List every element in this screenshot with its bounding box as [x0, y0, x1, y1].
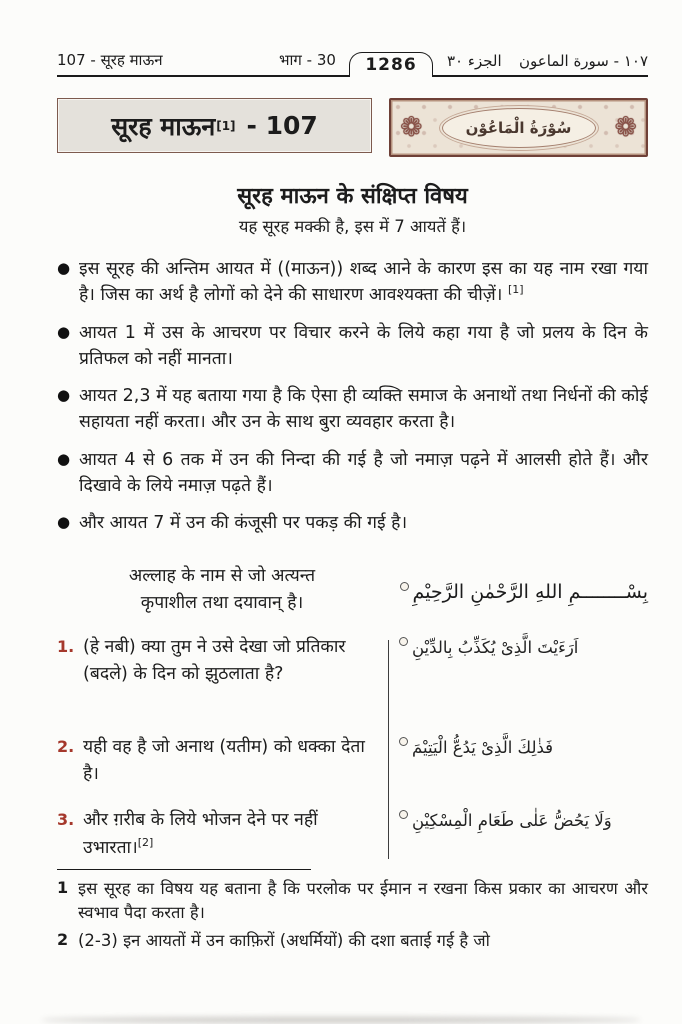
footnote-text: इस सूरह का विषय यह बताना है कि परलोक पर ईमान न रखना किस प्रकार का आचरण और स्वभाव पैदा करता है। [78, 878, 648, 923]
footnote-separator [57, 869, 311, 870]
scan-edge-smudge [41, 1017, 641, 1023]
page-header [57, 30, 648, 77]
rosette-icon: ❁ [614, 112, 637, 143]
surah-number: - 107 [246, 111, 318, 140]
bullet-text: इस सूरह की अन्तिम आयत में ((माऊन)) शब्द आने के कारण इस का यह नाम रखा गया है। जिस का अर्थ है लोगों को देने की साधारण आवश्यक्ता की चीज़ें। [79, 259, 648, 306]
verse-hindi-text: यही वह है जो अनाथ (यतीम) को धक्का देता है। [83, 736, 365, 785]
bullet-marker-icon: ● [57, 259, 71, 277]
verse-hindi-text: (हे नबी) क्या तुम ने उसे देखा जो प्रतिकार (बदले) के दिन को झुठलाता है? [83, 636, 346, 685]
bullet-footnote-ref: [1] [507, 283, 524, 297]
summary-subheading: यह सूरह मक्की है, इस में 7 आयतें हैं। [238, 217, 467, 236]
verse-arabic [387, 734, 648, 807]
verse-number: 3. [57, 809, 75, 829]
header-part-label: भाग - 30 [279, 51, 336, 69]
summary-bullet [57, 510, 648, 536]
page-number-tab [349, 52, 433, 77]
bismillah-hindi-line2: कृपाशील तथा दयावान् है। [140, 593, 304, 614]
summary-heading: सूरह माऊन के संक्षिप्त विषय [237, 184, 468, 209]
ayah-end-icon [399, 810, 408, 819]
verse-hindi [57, 634, 387, 734]
bismillah-arabic [387, 577, 648, 603]
footnote-number: 1 [57, 877, 69, 897]
footnote-number: 2 [57, 930, 69, 949]
summary-bullet [57, 383, 648, 436]
surah-title-box [57, 98, 372, 153]
bullet-text: आयत 1 में उस के आचरण पर विचार करने के लिये कहा गया है जो प्रलय के दिन के प्रतिफल को नहीं मानता। [79, 322, 648, 369]
verse-hindi [57, 807, 387, 867]
verse-arabic [387, 807, 648, 867]
bullet-marker-icon: ● [57, 322, 71, 341]
verse-number: 2. [57, 736, 75, 756]
summary-bullet [57, 256, 648, 309]
banner-cartouche [442, 108, 596, 148]
summary-bullet-list [57, 256, 648, 536]
ayah-end-icon [400, 582, 409, 591]
bullet-text: आयत 2,3 में यह बताया गया है कि ऐसा ही व्यक्ति समाज के अनाथों तथा निर्धनों की कोई सहायता नहीं करता। और उन के साथ बुरा व्यवहार करता है। [79, 386, 648, 433]
bullet-marker-icon: ● [57, 449, 71, 468]
header-surah-title-arabic: ١٠٧ - سورة الماعون [518, 52, 648, 70]
title-footnote-ref: [1] [216, 118, 236, 133]
verses-section [57, 634, 648, 867]
bismillah-arabic-text: بِسْــــــــمِ اللهِ الرَّحْمٰنِ الرَّحِيْمِ [412, 581, 648, 604]
verse-number: 1. [57, 636, 75, 656]
title-row [57, 98, 648, 157]
footnote-text: (2-3) इन आयतों में उन काफ़िरों (अधर्मियों) की दशा बताई गई है जो [78, 931, 490, 950]
verse-arabic-text: فَذٰلِكَ الَّذِىْ يَدُعُّ الْيَتِيْمَ [412, 737, 554, 757]
surah-ornament-banner [389, 98, 648, 157]
verse-arabic-text: اَرَءَيْتَ الَّذِىْ يُكَذِّبُ بِالدِّيْنِ [412, 637, 579, 657]
ayah-end-icon [399, 737, 408, 746]
bullet-marker-icon: ● [57, 513, 71, 531]
bullet-text: और आयत 7 में उन की कंजूसी पर पकड़ की गई है। [79, 513, 408, 533]
surah-name-arabic: سُوْرَةُ الْمَاعُوْن [465, 118, 572, 137]
bullet-marker-icon: ● [57, 386, 71, 404]
verse-hindi-text: और ग़रीब के लिये भोजन देने पर नहीं उभारता। [83, 809, 318, 858]
summary-bullet [57, 447, 648, 500]
ayah-end-icon [399, 637, 408, 646]
bismillah-hindi-line1: अल्लाह के नाम से जो अत्यन्त [128, 566, 316, 587]
header-surah-title-hindi: 107 - सूरह माऊन [57, 51, 163, 69]
verse-arabic [387, 634, 648, 734]
summary-bullet [57, 320, 648, 373]
surah-title-text: सूरह माऊन [111, 111, 216, 141]
footnotes-section [57, 877, 648, 954]
verse-hindi [57, 734, 387, 807]
bullet-text: आयत 4 से 6 तक में उन की निन्दा की गई है जो नमाज़ पढ़ने में आलसी होते हैं। और दिखावे के लिये नमाज़ पढ़ते हैं। [79, 449, 648, 496]
header-juz-label: الجزء ٣٠ [447, 52, 502, 70]
page-number: 1286 [365, 55, 417, 75]
bismillah-hindi [57, 563, 387, 617]
footnote-item [57, 877, 648, 927]
verse-arabic-text: وَلَا يَحُضُّ عَلٰى طَعَامِ الْمِسْكِيْنِ [412, 810, 612, 830]
rosette-icon: ❁ [400, 112, 423, 143]
footnote-item [57, 929, 648, 954]
verse-footnote-ref: [2] [137, 836, 154, 850]
bismillah-row [57, 563, 648, 617]
